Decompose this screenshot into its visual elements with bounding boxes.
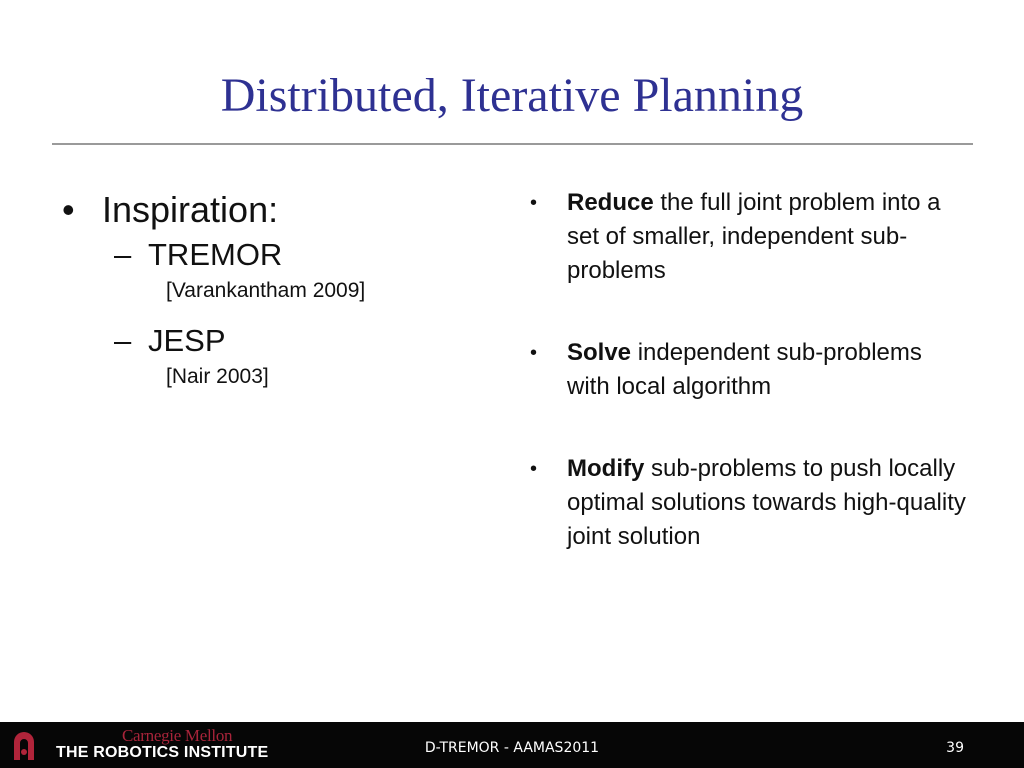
bullet-text: Inspiration: xyxy=(102,189,279,230)
bullet-icon: • xyxy=(530,342,538,364)
bullet-icon: • xyxy=(62,189,75,230)
bullet-text: sub-problems to push locally optimal solutions towards high-quality joint solution xyxy=(567,455,966,550)
dash-icon: – xyxy=(114,323,132,358)
sub-bullet-tremor xyxy=(62,234,482,276)
bullet-text: the full joint problem into a set of smaller, independent sub-problems xyxy=(567,189,941,284)
logo-carnegie-mellon: Carnegie Mellon xyxy=(122,726,233,745)
citation: [Nair 2003] xyxy=(166,365,269,388)
bullet-reduce xyxy=(527,186,967,288)
bullet-modify xyxy=(527,452,967,554)
bullet-text: independent sub-problems with local algorithm xyxy=(567,339,922,400)
page-number: 39 xyxy=(946,740,964,756)
bullet-icon: • xyxy=(530,192,538,214)
bullet-keyword: Reduce xyxy=(567,189,654,216)
citation: [Varankantham 2009] xyxy=(166,279,366,302)
left-column xyxy=(62,186,482,406)
sub-bullet-text: JESP xyxy=(148,323,226,358)
logo-robotics-institute: THE ROBOTICS INSTITUTE xyxy=(56,744,269,761)
title-divider xyxy=(52,143,973,145)
right-column xyxy=(527,186,967,602)
slide-title: Distributed, Iterative Planning xyxy=(220,69,804,122)
bullet-icon: • xyxy=(530,458,538,480)
bullet-solve xyxy=(527,336,967,404)
footer-title: D-TREMOR - AAMAS2011 xyxy=(424,740,600,756)
sub-bullet-jesp xyxy=(62,320,482,362)
bullet-inspiration xyxy=(62,186,482,234)
sub-bullet-text: TREMOR xyxy=(148,237,283,272)
footer-bar xyxy=(0,722,1024,768)
bullet-keyword: Modify xyxy=(567,455,645,482)
dash-icon: – xyxy=(114,237,132,272)
bullet-keyword: Solve xyxy=(567,339,632,366)
